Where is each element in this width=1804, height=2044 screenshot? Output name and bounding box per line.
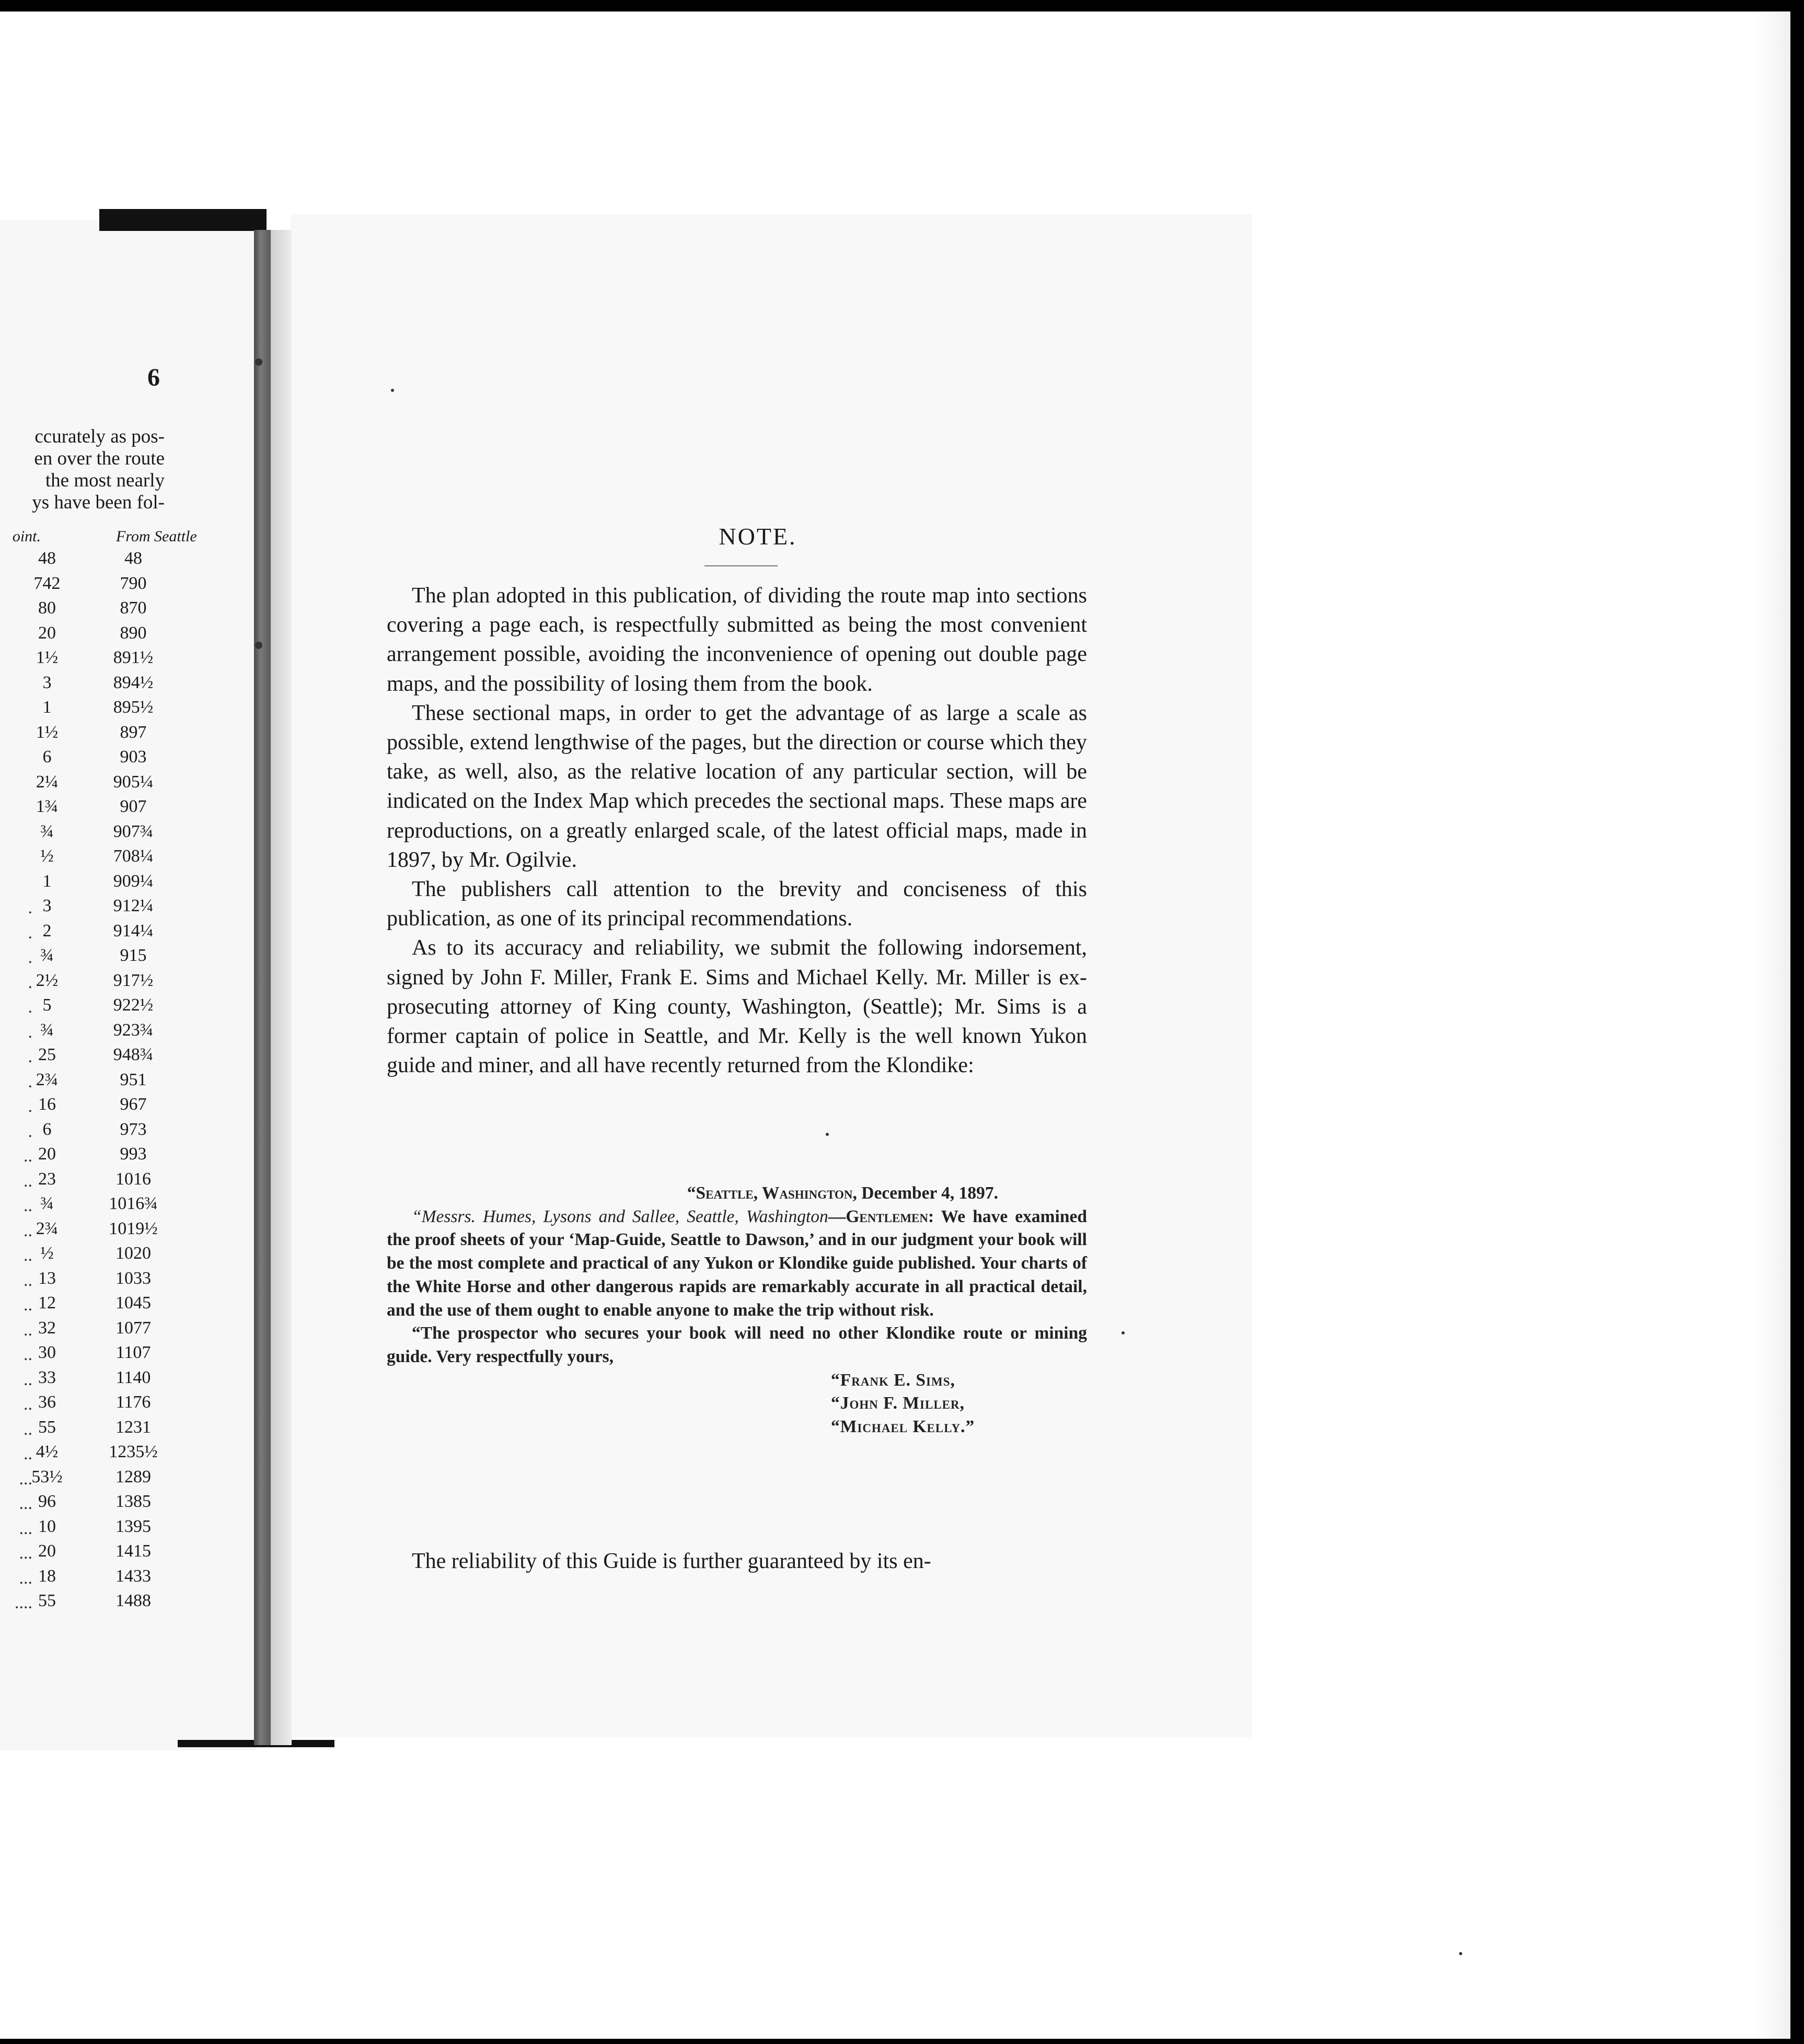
column-header-point: oint. xyxy=(12,528,41,545)
note-body xyxy=(387,581,1087,1080)
paragraph: The plan adopted in this publication, of dividing the route map into sections covering a page each, is respectfully submitted as being the most convenient arrangement possible, avoiding the inconvenience of opening out double page maps, and the possibility of losing them from the book. xyxy=(387,584,1087,696)
letter-greeting: —Gentlemen xyxy=(828,1206,929,1226)
distance-from-point: 6 xyxy=(42,1119,52,1139)
paragraph: These sectional maps, in order to get the advantage of as large a scale as possible, extend lengthwise of the pages, but the direction or course which they take, as well, also, as the relative location of any particular section, will be indicated on the Index Map which precedes the sectional maps. These maps are reproductions, on a greatly enlarged scale, of the latest official maps, made in 1897, by Mr. Ogilvie. xyxy=(387,701,1087,872)
distance-from-seattle: 1107 xyxy=(115,1343,151,1362)
distance-from-point: 48 xyxy=(38,549,56,568)
distance-from-point: 18 xyxy=(38,1566,56,1586)
table-row xyxy=(0,1392,256,1418)
distance-from-seattle: 967 xyxy=(120,1095,147,1114)
leader-dots: .. xyxy=(24,1345,32,1364)
distance-from-seattle: 870 xyxy=(120,598,147,618)
leader-dots: . xyxy=(28,948,32,967)
distance-from-point: 20 xyxy=(38,1144,56,1164)
paragraph: As to its accuracy and reliability, we submit the following indorsement, signed by John F. Miller, Frank E. Sims and Michael Kelly. Mr. Miller is ex-prosecuting attorney of King county, Washington, (Seattle); Mr. Sims is a former captain of police in Seattle, and Mr. Kelly is the well known Yukon guide and miner, and all have recently returned from the Klondike: xyxy=(387,936,1087,1078)
distance-from-point: 2¾ xyxy=(36,1218,59,1238)
left-page-number: 6 xyxy=(147,364,160,391)
distance-from-seattle: 1433 xyxy=(115,1566,151,1586)
table-row xyxy=(0,921,256,946)
distance-from-seattle: 1045 xyxy=(115,1293,151,1313)
distance-from-seattle: 1016 xyxy=(115,1169,151,1189)
binding-hole xyxy=(255,358,262,366)
letter-body xyxy=(387,1205,1087,1322)
leader-dots: . xyxy=(28,1022,32,1042)
distance-from-point: 20 xyxy=(38,1541,56,1561)
left-page xyxy=(0,219,256,1750)
table-row xyxy=(0,1566,256,1592)
table-row xyxy=(0,1095,256,1120)
distance-from-point: 6 xyxy=(42,747,52,766)
distance-from-seattle: 1033 xyxy=(115,1268,151,1288)
distance-from-point: 1½ xyxy=(36,722,59,742)
page-title: NOTE. xyxy=(719,523,797,550)
distance-from-seattle: 1415 xyxy=(115,1541,151,1561)
distance-from-seattle: 1176 xyxy=(115,1392,151,1412)
distance-from-seattle: 1140 xyxy=(115,1367,151,1387)
distance-from-point: ½ xyxy=(40,1244,54,1263)
distance-from-point: 2 xyxy=(42,921,52,940)
scan-edge-shadow xyxy=(1754,11,1790,2039)
left-para-line: en over the route xyxy=(34,448,165,469)
table-row xyxy=(0,1120,256,1145)
table-row xyxy=(0,1020,256,1046)
distance-from-seattle: 922½ xyxy=(113,995,154,1015)
distance-from-point: ¾ xyxy=(40,1194,54,1213)
leader-dots: .... xyxy=(15,1593,32,1612)
binding-hole xyxy=(255,642,262,649)
scan-speck xyxy=(826,1133,829,1136)
distance-from-point: 33 xyxy=(38,1367,56,1387)
distance-from-seattle: 895½ xyxy=(113,698,154,717)
leader-dots: .. xyxy=(24,1444,32,1464)
distance-from-point: 53½ xyxy=(31,1467,63,1486)
leader-dots: . xyxy=(28,997,32,1017)
table-row xyxy=(0,1517,256,1542)
distance-from-point: 96 xyxy=(38,1492,56,1511)
table-row xyxy=(0,623,256,648)
distance-from-seattle: 1385 xyxy=(115,1492,151,1511)
book-spine xyxy=(254,230,271,1745)
leader-dots: .. xyxy=(24,1395,32,1414)
signature-kelly: “Michael Kelly.” xyxy=(831,1417,975,1437)
distance-from-point: 2½ xyxy=(36,970,59,990)
distance-from-seattle: 993 xyxy=(120,1144,147,1164)
distance-from-seattle: 1289 xyxy=(115,1467,151,1486)
distance-from-point: 3 xyxy=(42,672,52,692)
signature-miller: “John F. Miller, xyxy=(831,1393,965,1413)
table-row xyxy=(0,872,256,897)
distance-from-seattle: 894½ xyxy=(113,672,154,692)
table-row xyxy=(0,598,256,623)
leader-dots: . xyxy=(28,1072,32,1091)
table-row xyxy=(0,1045,256,1070)
leader-dots: ... xyxy=(19,1568,32,1588)
distance-from-seattle: 48 xyxy=(124,549,142,568)
distance-from-point: ½ xyxy=(40,846,54,866)
table-row xyxy=(0,1368,256,1393)
distance-from-seattle: 1235½ xyxy=(109,1442,158,1461)
distance-from-point: 742 xyxy=(33,573,61,593)
left-para-line: ys have been fol- xyxy=(32,492,165,513)
column-header-from-seattle: From Seattle xyxy=(116,528,197,545)
distance-from-point: 25 xyxy=(38,1045,56,1064)
distance-from-point: 10 xyxy=(38,1516,56,1536)
letter-signatures xyxy=(831,1369,1087,1439)
table-row xyxy=(0,1194,256,1219)
distance-from-seattle: 1020 xyxy=(115,1244,151,1263)
distance-from-seattle: 907¾ xyxy=(113,821,154,841)
paragraph: The publishers call attention to the brevity and conciseness of this publication, as one of its principal recommendations. xyxy=(387,877,1087,931)
distance-from-point: 5 xyxy=(42,995,52,1015)
leader-dots: ... xyxy=(19,1494,32,1513)
distance-from-seattle: 903 xyxy=(120,747,147,766)
distance-from-point: 4½ xyxy=(36,1442,59,1461)
dateline-place: “Seattle, Washington, xyxy=(687,1183,857,1203)
distance-from-point: 1¾ xyxy=(36,797,59,816)
page-edge-bar-top xyxy=(99,209,267,231)
table-row xyxy=(0,1467,256,1492)
distance-from-seattle: 1077 xyxy=(115,1318,151,1338)
distance-from-seattle: 1231 xyxy=(115,1417,151,1437)
distance-from-point: 16 xyxy=(38,1095,56,1114)
distance-from-seattle: 905¼ xyxy=(113,772,154,792)
distance-from-seattle: 909¼ xyxy=(113,871,154,891)
scan-border-top xyxy=(0,0,1804,11)
distance-from-seattle: 1019½ xyxy=(109,1218,158,1238)
distance-from-seattle: 907 xyxy=(120,797,147,816)
closing-line: The reliability of this Guide is further guaranteed by its en- xyxy=(412,1549,931,1573)
distance-from-point: ¾ xyxy=(40,946,54,965)
table-row xyxy=(0,995,256,1020)
leader-dots: . xyxy=(28,1097,32,1116)
table-row xyxy=(0,772,256,797)
table-row xyxy=(0,1318,256,1343)
distance-from-seattle: 914¼ xyxy=(113,921,154,940)
leader-dots: . xyxy=(28,1121,32,1141)
table-row xyxy=(0,946,256,971)
distance-from-seattle: 1395 xyxy=(115,1516,151,1536)
table-row xyxy=(0,673,256,698)
table-row xyxy=(0,1269,256,1294)
distance-from-point: 36 xyxy=(38,1392,56,1412)
scan-speck xyxy=(1459,1952,1462,1955)
leader-dots: .. xyxy=(24,1221,32,1240)
leader-dots: .. xyxy=(24,1196,32,1215)
page-gutter-shadow xyxy=(271,230,292,1745)
leader-dots: . xyxy=(28,923,32,943)
leader-dots: .. xyxy=(24,1246,32,1265)
distance-from-seattle: 890 xyxy=(120,623,147,643)
distance-from-seattle: 917½ xyxy=(113,970,154,990)
leader-dots: .. xyxy=(24,1419,32,1439)
table-row xyxy=(0,747,256,772)
distance-from-point: 30 xyxy=(38,1343,56,1362)
distance-from-seattle: 1488 xyxy=(115,1591,151,1610)
distance-from-point: 1 xyxy=(42,871,52,891)
table-row xyxy=(0,1591,256,1616)
table-row xyxy=(0,1442,256,1467)
distance-from-point: 55 xyxy=(38,1591,56,1610)
table-row xyxy=(0,1293,256,1318)
distance-from-point: 13 xyxy=(38,1268,56,1288)
table-row xyxy=(0,797,256,822)
leader-dots: ... xyxy=(19,1543,32,1563)
letter-body-2: “The prospector who secures your book will need no other Klondike route or mining guide. Very respectfully yours, xyxy=(387,1323,1087,1366)
scan-border-bottom xyxy=(0,2039,1804,2044)
distance-from-point: 80 xyxy=(38,598,56,618)
distance-from-seattle: 948¾ xyxy=(113,1045,154,1064)
distance-from-point: 23 xyxy=(38,1169,56,1189)
distance-from-point: 1 xyxy=(42,698,52,717)
table-row xyxy=(0,846,256,872)
distance-from-point: 12 xyxy=(38,1293,56,1313)
distance-from-point: 55 xyxy=(38,1417,56,1437)
leader-dots: .. xyxy=(24,1320,32,1340)
leader-dots: . xyxy=(28,972,32,992)
distance-from-seattle: 923¾ xyxy=(113,1020,154,1040)
table-row xyxy=(0,1070,256,1095)
scan-border-right xyxy=(1790,0,1804,2044)
distance-from-point: 20 xyxy=(38,623,56,643)
table-row xyxy=(0,971,256,996)
letter-dateline xyxy=(387,1182,1087,1205)
scan-speck xyxy=(391,389,394,392)
distance-from-point: 32 xyxy=(38,1318,56,1338)
table-row xyxy=(0,1169,256,1194)
distance-from-seattle: 708¼ xyxy=(113,846,154,866)
leader-dots: .. xyxy=(24,1270,32,1290)
scan-speck xyxy=(1121,1331,1125,1334)
left-para-line: the most nearly xyxy=(45,470,165,491)
leader-dots: ... xyxy=(19,1518,32,1538)
leader-dots: .. xyxy=(24,1369,32,1389)
table-row xyxy=(0,1492,256,1517)
table-row xyxy=(0,1244,256,1269)
table-row xyxy=(0,1541,256,1566)
distance-table xyxy=(0,549,256,1616)
signature-sims: “Frank E. Sims, xyxy=(831,1370,955,1390)
leader-dots: .. xyxy=(24,1295,32,1315)
table-row xyxy=(0,1144,256,1169)
leader-dots: . xyxy=(28,898,32,918)
distance-from-seattle: 915 xyxy=(120,946,147,965)
distance-from-seattle: 912¼ xyxy=(113,896,154,915)
left-paragraph-fragment xyxy=(0,426,165,514)
leader-dots: . xyxy=(28,1047,32,1066)
table-row xyxy=(0,1219,256,1244)
distance-from-point: ¾ xyxy=(40,1020,54,1040)
distance-from-point: ¾ xyxy=(40,821,54,841)
dateline-date: December 4, 1897. xyxy=(861,1183,998,1203)
endorsement-letter xyxy=(387,1182,1087,1439)
left-para-line: ccurately as pos- xyxy=(34,426,165,447)
table-row xyxy=(0,698,256,723)
distance-from-seattle: 1016¾ xyxy=(109,1194,158,1213)
distance-from-seattle: 897 xyxy=(120,722,147,742)
leader-dots: .. xyxy=(24,1146,32,1166)
distance-from-seattle: 951 xyxy=(120,1070,147,1089)
table-row xyxy=(0,648,256,673)
table-row xyxy=(0,1343,256,1368)
distance-from-seattle: 790 xyxy=(120,573,147,593)
distance-from-point: 2¾ xyxy=(36,1070,59,1089)
distance-from-seattle: 973 xyxy=(120,1119,147,1139)
distance-from-point: 3 xyxy=(42,896,52,915)
table-row xyxy=(0,1418,256,1443)
leader-dots: ... xyxy=(19,1469,32,1489)
distance-from-point: 1½ xyxy=(36,648,59,667)
table-row xyxy=(0,723,256,748)
distance-from-point: 2¼ xyxy=(36,772,59,792)
table-row xyxy=(0,896,256,921)
table-row xyxy=(0,549,256,574)
letter-body-text: : We have examined the proof sheets of your ‘Map-Guide, Seattle to Dawson,’ and in our judgment your book will be the most complete and practical of any Yukon or Klondike guide published. Your charts of the White Horse and other dangerous rapids are remarkably accurate in all practical detail, and the use of them ought to enable anyone to make the trip without risk. xyxy=(387,1206,1087,1320)
letter-addressee: “Messrs. Humes, Lysons and Sallee, Seattle, Washington xyxy=(412,1206,828,1226)
title-rule xyxy=(704,565,778,566)
distance-from-seattle: 891½ xyxy=(113,648,154,667)
table-row xyxy=(0,574,256,599)
leader-dots: .. xyxy=(24,1171,32,1191)
table-row xyxy=(0,822,256,847)
